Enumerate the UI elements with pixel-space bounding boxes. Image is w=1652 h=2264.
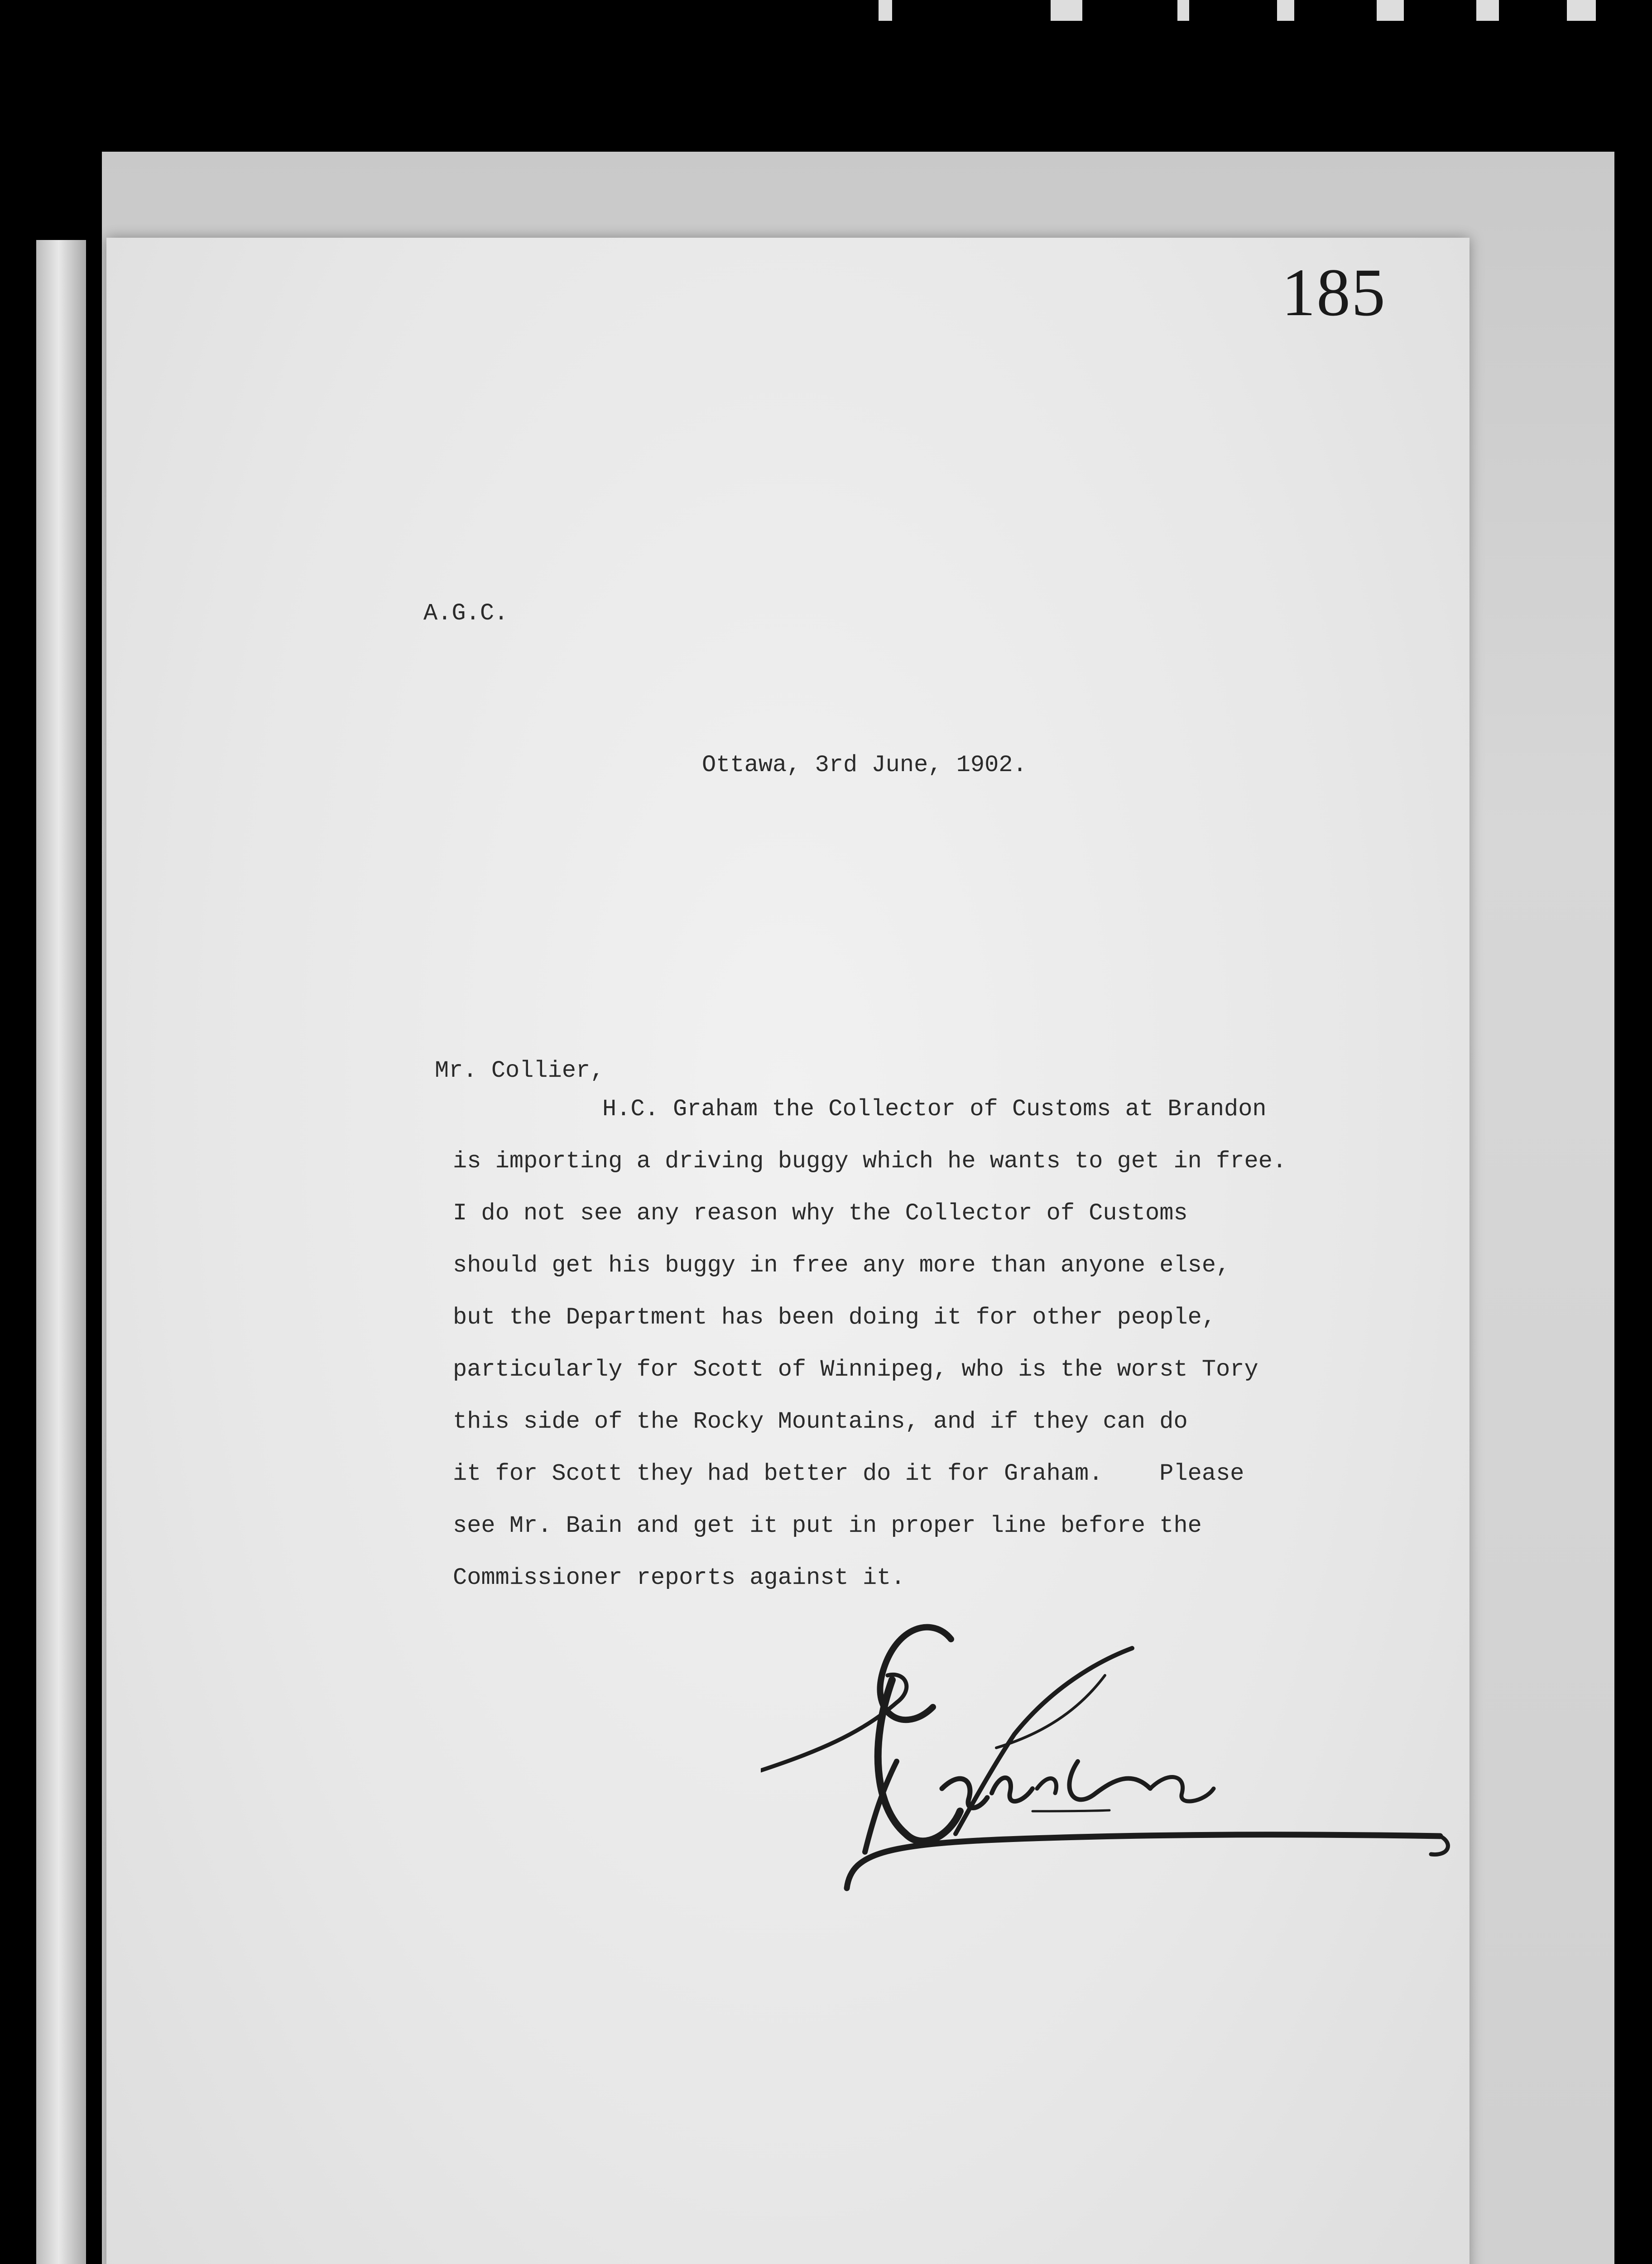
body-line: particularly for Scott of Winnipeg, who is the worst Tory bbox=[453, 1356, 1258, 1383]
salutation: Mr. Collier, bbox=[435, 1057, 605, 1084]
signature bbox=[761, 1598, 1458, 1924]
body-line: should get his buggy in free any more than anyone else, bbox=[453, 1252, 1230, 1279]
body-line: this side of the Rocky Mountains, and if they can do bbox=[453, 1408, 1188, 1435]
body-line: Commissioner reports against it. bbox=[453, 1564, 905, 1591]
body-line: see Mr. Bain and get it put in proper line before the bbox=[453, 1512, 1202, 1539]
body-line: H.C. Graham the Collector of Customs at Brandon bbox=[602, 1096, 1267, 1122]
page-number: 185 bbox=[1282, 255, 1386, 330]
body-line: it for Scott they had better do it for Graham. Please bbox=[453, 1460, 1244, 1487]
body-line: I do not see any reason why the Collector of Customs bbox=[453, 1200, 1188, 1227]
dateline: Ottawa, 3rd June, 1902. bbox=[702, 752, 1027, 778]
binder-strip bbox=[36, 240, 86, 2264]
reference-initials: A.G.C. bbox=[423, 600, 509, 627]
body-line: but the Department has been doing it for other people, bbox=[453, 1304, 1216, 1331]
film-edge-marks bbox=[860, 0, 1652, 23]
letter-page bbox=[106, 238, 1470, 2264]
body-line: is importing a driving buggy which he wants to get in free. bbox=[453, 1148, 1287, 1175]
